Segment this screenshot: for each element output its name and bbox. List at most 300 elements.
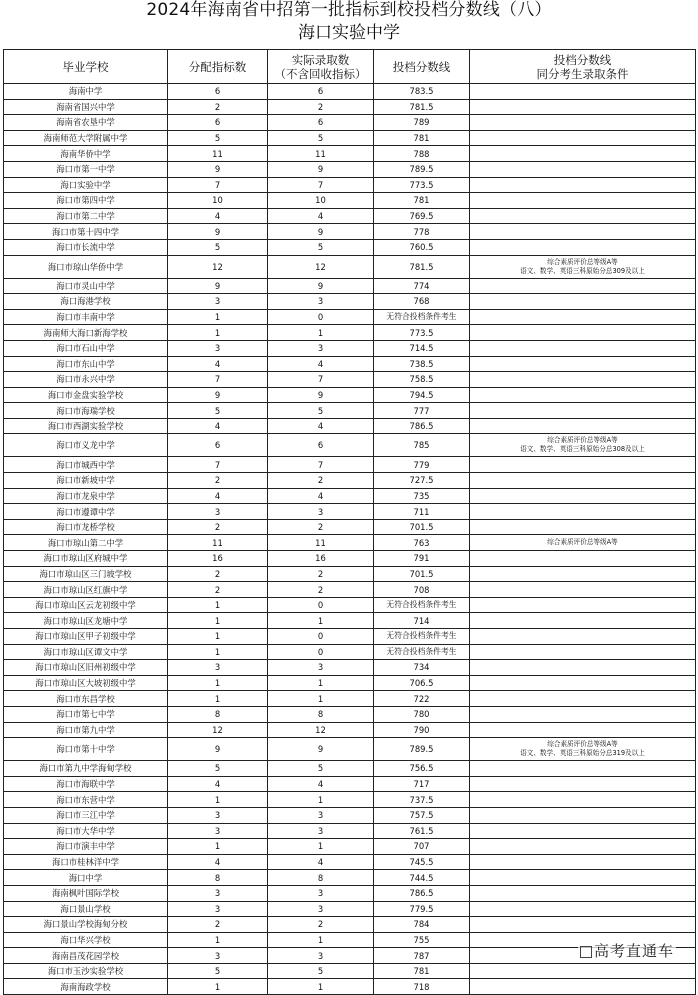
header-school: 毕业学校 — [4, 50, 168, 84]
cell-school: 海口市琼山华侨中学 — [4, 255, 168, 278]
cell-quota: 9 — [168, 224, 268, 240]
table-row — [4, 722, 696, 738]
cell-score: 773.5 — [374, 177, 470, 193]
cell-condition — [470, 761, 696, 777]
table-header-row — [4, 50, 696, 84]
cell-condition — [470, 457, 696, 473]
cell-school: 海南中学 — [4, 84, 168, 100]
cell-score: 789 — [374, 115, 470, 131]
cell-school: 海口市第一中学 — [4, 161, 168, 177]
cell-school: 海口市琼山区谭文中学 — [4, 644, 168, 660]
cell-quota: 3 — [168, 504, 268, 520]
table-row — [4, 387, 696, 403]
cell-condition — [470, 582, 696, 598]
cell-score: 711 — [374, 504, 470, 520]
cell-actual: 4 — [268, 356, 374, 372]
cell-condition — [470, 130, 696, 146]
cell-actual: 9 — [268, 161, 374, 177]
cell-quota: 6 — [168, 434, 268, 457]
cell-quota: 2 — [168, 917, 268, 933]
cell-condition — [470, 551, 696, 567]
cell-actual: 8 — [268, 706, 374, 722]
cell-condition — [470, 823, 696, 839]
cell-school: 海口市第七中学 — [4, 706, 168, 722]
cell-quota: 1 — [168, 644, 268, 660]
cell-quota: 3 — [168, 885, 268, 901]
header-actual-line1: 实际录取数 — [291, 52, 350, 67]
cell-school: 海口市海联中学 — [4, 776, 168, 792]
cell-school: 海南枫叶国际学校 — [4, 885, 168, 901]
cell-quota: 3 — [168, 340, 268, 356]
cell-score: 708 — [374, 582, 470, 598]
cell-condition — [470, 177, 696, 193]
cell-score: 756.5 — [374, 761, 470, 777]
table-row — [4, 309, 696, 325]
table-row — [4, 294, 696, 310]
table-row — [4, 340, 696, 356]
cell-quota: 1 — [168, 979, 268, 995]
cell-actual: 1 — [268, 613, 374, 629]
cell-quota: 11 — [168, 146, 268, 162]
cell-score: 777 — [374, 403, 470, 419]
cell-actual: 4 — [268, 418, 374, 434]
cell-quota: 6 — [168, 84, 268, 100]
cell-quota: 1 — [168, 325, 268, 341]
cell-score: 781 — [374, 130, 470, 146]
cell-score: 无符合投档条件考生 — [374, 629, 470, 645]
cell-actual: 3 — [268, 885, 374, 901]
header-quota: 分配指标数 — [168, 50, 268, 84]
cell-school: 海口市西湖实验学校 — [4, 418, 168, 434]
cell-condition — [470, 294, 696, 310]
cell-school: 海南昌茂花园学校 — [4, 948, 168, 964]
table-row — [4, 807, 696, 823]
header-actual-line2: （不含回收指标） — [274, 66, 367, 81]
page-title: 2024年海南省中招第一批指标到校投档分数线（八） — [146, 0, 552, 20]
table-row — [4, 504, 696, 520]
cell-actual: 2 — [268, 99, 374, 115]
cell-actual: 4 — [268, 208, 374, 224]
cell-score: 无符合投档条件考生 — [374, 644, 470, 660]
cell-score: 769.5 — [374, 208, 470, 224]
cell-condition — [470, 340, 696, 356]
cell-score: 768 — [374, 294, 470, 310]
table-row — [4, 854, 696, 870]
cell-school: 海口市灵山中学 — [4, 278, 168, 294]
cell-quota: 2 — [168, 473, 268, 489]
cell-actual: 5 — [268, 403, 374, 419]
cell-school: 海南省农垦中学 — [4, 115, 168, 131]
cell-quota: 5 — [168, 761, 268, 777]
header-condition — [470, 50, 696, 84]
cell-condition — [470, 193, 696, 209]
cell-quota: 3 — [168, 660, 268, 676]
cell-condition: 综合素质评价总等级A等 语文、数学、英语三科原始分总319及以上 — [470, 738, 696, 761]
table-row — [4, 372, 696, 388]
cell-actual: 7 — [268, 372, 374, 388]
table-row — [4, 839, 696, 855]
cell-score: 778 — [374, 224, 470, 240]
table-row — [4, 418, 696, 434]
table-row — [4, 115, 696, 131]
cell-score: 745.5 — [374, 854, 470, 870]
cell-school: 海口实验中学 — [4, 177, 168, 193]
cell-score: 717 — [374, 776, 470, 792]
cell-condition — [470, 99, 696, 115]
cell-score: 734 — [374, 660, 470, 676]
cell-score: 781 — [374, 963, 470, 979]
cell-condition — [470, 504, 696, 520]
cell-quota: 4 — [168, 418, 268, 434]
header-score: 投档分数线 — [374, 50, 470, 84]
cell-quota: 7 — [168, 457, 268, 473]
table-row — [4, 224, 696, 240]
table-row — [4, 519, 696, 535]
cell-quota: 5 — [168, 403, 268, 419]
header-cond-line1: 投档分数线 — [553, 52, 612, 67]
cell-actual: 6 — [268, 84, 374, 100]
cell-condition — [470, 473, 696, 489]
cell-actual: 2 — [268, 519, 374, 535]
cell-school: 海口市海瑞学校 — [4, 403, 168, 419]
cell-school: 海口市第二中学 — [4, 208, 168, 224]
cell-score: 784 — [374, 917, 470, 933]
cell-quota: 2 — [168, 566, 268, 582]
cell-quota: 7 — [168, 177, 268, 193]
table-row — [4, 901, 696, 917]
table-row — [4, 706, 696, 722]
cell-actual: 12 — [268, 255, 374, 278]
cell-quota: 3 — [168, 948, 268, 964]
cell-quota: 2 — [168, 582, 268, 598]
cell-actual: 4 — [268, 488, 374, 504]
cell-score: 785 — [374, 434, 470, 457]
cell-actual: 8 — [268, 870, 374, 886]
cell-actual: 3 — [268, 340, 374, 356]
cell-school: 海口市琼山区三门坡学校 — [4, 566, 168, 582]
cell-actual: 9 — [268, 387, 374, 403]
cell-score: 781 — [374, 193, 470, 209]
cell-condition — [470, 807, 696, 823]
table-row — [4, 776, 696, 792]
cell-school: 海南师大海口新海学校 — [4, 325, 168, 341]
cell-actual: 3 — [268, 807, 374, 823]
table-row — [4, 597, 696, 613]
table-row — [4, 403, 696, 419]
cell-school: 海口市琼山区云龙初级中学 — [4, 597, 168, 613]
cell-actual: 1 — [268, 691, 374, 707]
cell-score: 707 — [374, 839, 470, 855]
table-row — [4, 193, 696, 209]
table-row — [4, 84, 696, 100]
cell-quota: 1 — [168, 691, 268, 707]
cell-school: 海口市桂林洋中学 — [4, 854, 168, 870]
cell-school: 海南师范大学附属中学 — [4, 130, 168, 146]
table-row — [4, 582, 696, 598]
cell-score: 774 — [374, 278, 470, 294]
cell-school: 海口市琼山区府城中学 — [4, 551, 168, 567]
cell-actual: 3 — [268, 823, 374, 839]
cell-condition — [470, 309, 696, 325]
cell-actual: 5 — [268, 130, 374, 146]
cell-school: 海口市三江中学 — [4, 807, 168, 823]
cell-quota: 9 — [168, 161, 268, 177]
cell-condition: 综合素质评价总等级A等 — [470, 535, 696, 551]
cell-actual: 2 — [268, 582, 374, 598]
cell-school: 海口中学 — [4, 870, 168, 886]
cell-school: 海南华侨中学 — [4, 146, 168, 162]
cell-school: 海口市第四中学 — [4, 193, 168, 209]
cell-condition — [470, 239, 696, 255]
cell-condition — [470, 115, 696, 131]
cell-quota: 1 — [168, 309, 268, 325]
cell-quota: 3 — [168, 294, 268, 310]
cell-score: 789.5 — [374, 161, 470, 177]
cell-score: 735 — [374, 488, 470, 504]
cell-score: 701.5 — [374, 519, 470, 535]
cell-condition — [470, 418, 696, 434]
table-row — [4, 239, 696, 255]
table-row — [4, 979, 696, 995]
cell-quota: 4 — [168, 488, 268, 504]
table-row — [4, 761, 696, 777]
cell-score: 714 — [374, 613, 470, 629]
cell-school: 海口市龙桥学校 — [4, 519, 168, 535]
cell-actual: 11 — [268, 535, 374, 551]
cell-condition — [470, 963, 696, 979]
cell-quota: 1 — [168, 629, 268, 645]
cell-actual: 7 — [268, 457, 374, 473]
cell-condition: 综合素质评价总等级A等 语文、数学、英语三科原始分总308及以上 — [470, 434, 696, 457]
cell-school: 海口市第十四中学 — [4, 224, 168, 240]
cell-actual: 2 — [268, 917, 374, 933]
cell-actual: 5 — [268, 239, 374, 255]
cell-actual: 6 — [268, 434, 374, 457]
cell-actual: 1 — [268, 675, 374, 691]
cell-score: 760.5 — [374, 239, 470, 255]
cell-school: 海口市义龙中学 — [4, 434, 168, 457]
cell-condition: 综合素质评价总等级A等 语文、数学、英语三科原始分总309及以上 — [470, 255, 696, 278]
cell-quota: 11 — [168, 535, 268, 551]
table-row — [4, 161, 696, 177]
cell-quota: 2 — [168, 519, 268, 535]
cell-condition — [470, 387, 696, 403]
cell-score: 无符合投档条件考生 — [374, 597, 470, 613]
cell-score: 701.5 — [374, 566, 470, 582]
cell-condition — [470, 278, 696, 294]
cell-actual: 6 — [268, 115, 374, 131]
watermark-text: 高考直通车 — [593, 942, 674, 960]
cell-school: 海口市琼山区红旗中学 — [4, 582, 168, 598]
cell-actual: 10 — [268, 193, 374, 209]
cell-quota: 8 — [168, 870, 268, 886]
cell-score: 791 — [374, 551, 470, 567]
table-row — [4, 278, 696, 294]
cell-quota: 9 — [168, 738, 268, 761]
cell-school: 海口市新坡中学 — [4, 473, 168, 489]
cell-score: 761.5 — [374, 823, 470, 839]
table-row — [4, 473, 696, 489]
cell-score: 786.5 — [374, 885, 470, 901]
table-row — [4, 660, 696, 676]
cell-actual: 9 — [268, 278, 374, 294]
cell-actual: 5 — [268, 963, 374, 979]
cell-actual: 4 — [268, 776, 374, 792]
cell-condition — [470, 488, 696, 504]
cell-actual: 0 — [268, 629, 374, 645]
cell-score: 783.5 — [374, 84, 470, 100]
cell-quota: 7 — [168, 372, 268, 388]
cell-quota: 9 — [168, 387, 268, 403]
cell-school: 海口市琼山区大坡初级中学 — [4, 675, 168, 691]
cell-actual: 1 — [268, 932, 374, 948]
table-row — [4, 691, 696, 707]
cell-score: 789.5 — [374, 738, 470, 761]
cell-actual: 3 — [268, 948, 374, 964]
table-row — [4, 870, 696, 886]
score-table — [3, 49, 696, 995]
cell-actual: 0 — [268, 309, 374, 325]
cell-quota: 4 — [168, 776, 268, 792]
table-row — [4, 738, 696, 761]
cell-condition — [470, 566, 696, 582]
cell-score: 780 — [374, 706, 470, 722]
table-row — [4, 130, 696, 146]
cell-quota: 1 — [168, 613, 268, 629]
cell-school: 海口市永兴中学 — [4, 372, 168, 388]
cell-score: 755 — [374, 932, 470, 948]
cell-condition — [470, 597, 696, 613]
cell-actual: 3 — [268, 901, 374, 917]
cell-quota: 3 — [168, 901, 268, 917]
cell-school: 海口市玉沙实验学校 — [4, 963, 168, 979]
cell-school: 海口市第九中学 — [4, 722, 168, 738]
table-row — [4, 488, 696, 504]
cell-quota: 16 — [168, 551, 268, 567]
cell-score: 779 — [374, 457, 470, 473]
cell-actual: 9 — [268, 738, 374, 761]
cell-condition — [470, 224, 696, 240]
cell-condition — [470, 691, 696, 707]
cell-condition — [470, 722, 696, 738]
cell-score: 744.5 — [374, 870, 470, 886]
cell-quota: 1 — [168, 839, 268, 855]
cell-condition — [470, 208, 696, 224]
table-row — [4, 823, 696, 839]
cell-school: 海口市东山中学 — [4, 356, 168, 372]
cell-quota: 5 — [168, 130, 268, 146]
cell-condition — [470, 84, 696, 100]
watermark — [578, 940, 676, 961]
cell-school: 海口市琼山区旧州初级中学 — [4, 660, 168, 676]
cell-school: 海口市琼山区龙塘中学 — [4, 613, 168, 629]
table-row — [4, 917, 696, 933]
table-row — [4, 255, 696, 278]
cell-score: 757.5 — [374, 807, 470, 823]
cell-quota: 1 — [168, 597, 268, 613]
cell-quota: 4 — [168, 854, 268, 870]
cell-condition — [470, 660, 696, 676]
cell-actual: 5 — [268, 761, 374, 777]
table-row — [4, 177, 696, 193]
cell-score: 781.5 — [374, 255, 470, 278]
cell-quota: 3 — [168, 823, 268, 839]
cell-actual: 2 — [268, 566, 374, 582]
cell-condition — [470, 325, 696, 341]
cell-condition — [470, 901, 696, 917]
table-row — [4, 99, 696, 115]
cell-actual: 1 — [268, 839, 374, 855]
cell-quota: 6 — [168, 115, 268, 131]
cell-condition — [470, 854, 696, 870]
cell-actual: 16 — [268, 551, 374, 567]
table-row — [4, 146, 696, 162]
cell-school: 海口景山学校海甸分校 — [4, 917, 168, 933]
cell-condition — [470, 613, 696, 629]
cell-quota: 10 — [168, 193, 268, 209]
table-row — [4, 551, 696, 567]
cell-school: 海口市琼山第二中学 — [4, 535, 168, 551]
cell-school: 海口市金盘实验学校 — [4, 387, 168, 403]
cell-condition — [470, 870, 696, 886]
cell-quota: 1 — [168, 675, 268, 691]
cell-condition — [470, 979, 696, 995]
cell-quota: 4 — [168, 208, 268, 224]
cell-score: 794.5 — [374, 387, 470, 403]
cell-score: 787 — [374, 948, 470, 964]
cell-actual: 0 — [268, 644, 374, 660]
cell-school: 海口市遵谭中学 — [4, 504, 168, 520]
cell-school: 海口华兴学校 — [4, 932, 168, 948]
cell-quota: 1 — [168, 792, 268, 808]
cell-actual: 2 — [268, 473, 374, 489]
cell-school: 海口市演丰中学 — [4, 839, 168, 855]
cell-school: 海口市龙泉中学 — [4, 488, 168, 504]
cell-score: 706.5 — [374, 675, 470, 691]
cell-condition — [470, 917, 696, 933]
cell-quota: 3 — [168, 807, 268, 823]
header-cond-line2: 同分考生录取条件 — [536, 66, 629, 81]
cell-actual: 1 — [268, 325, 374, 341]
cell-condition — [470, 356, 696, 372]
cell-school: 海口景山学校 — [4, 901, 168, 917]
cell-actual: 7 — [268, 177, 374, 193]
cell-actual: 3 — [268, 660, 374, 676]
cell-condition — [470, 629, 696, 645]
cell-condition — [470, 372, 696, 388]
cell-quota: 8 — [168, 706, 268, 722]
cell-quota: 12 — [168, 722, 268, 738]
cell-school: 海南海政学校 — [4, 979, 168, 995]
cell-school: 海口市丰南中学 — [4, 309, 168, 325]
watermark-logo-icon — [580, 946, 592, 958]
cell-condition — [470, 161, 696, 177]
table-row — [4, 613, 696, 629]
cell-quota: 4 — [168, 356, 268, 372]
table-row — [4, 208, 696, 224]
cell-score: 758.5 — [374, 372, 470, 388]
table-row — [4, 566, 696, 582]
cell-school: 海口市东昌学校 — [4, 691, 168, 707]
cell-score: 781.5 — [374, 99, 470, 115]
cell-school: 海口市石山中学 — [4, 340, 168, 356]
cell-school: 海口市长流中学 — [4, 239, 168, 255]
cell-condition — [470, 675, 696, 691]
cell-school: 海口市琼山区甲子初级中学 — [4, 629, 168, 645]
cell-condition — [470, 839, 696, 855]
table-row — [4, 644, 696, 660]
cell-school: 海口市大华中学 — [4, 823, 168, 839]
